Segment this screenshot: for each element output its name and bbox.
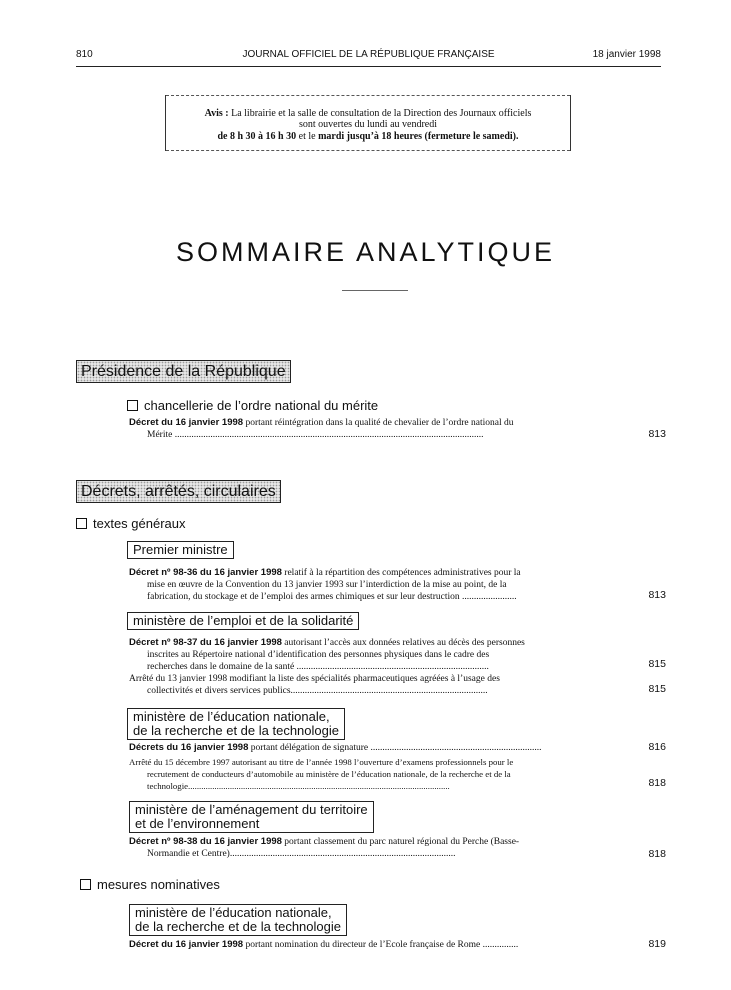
list-item: Arrêté du 15 décembre 1997 autorisant au titre de l’année 1998 l’ouverture d’examens professionnels pour le recrutement de conducteurs d’automobile au ministère de l’éducation nationale, de la recherche et de la technologie.......................................................................................................................	[129, 757, 514, 791]
journal-title: JOURNAL OFFICIEL DE LA RÉPUBLIQUE FRANÇAISE	[242, 49, 495, 60]
category-mesures-nominatives: mesures nominatives	[80, 877, 220, 892]
ministry-education-nationale-nominatives: ministère de l’éducation nationale, de la recherche et de la technologie	[129, 904, 347, 936]
page-title: SOMMAIRE ANALYTIQUE	[175, 237, 556, 267]
list-item: Décret du 16 janvier 1998 portant nomination du directeur de l’Ecole française de Rome ...............	[129, 939, 519, 950]
checkbox-icon	[76, 518, 87, 529]
ministry-emploi-solidarite: ministère de l’emploi et de la solidarité	[127, 612, 359, 630]
checkbox-icon	[80, 879, 91, 890]
list-item: Décrets du 16 janvier 1998 portant délégation de signature ........................................................................	[129, 742, 542, 753]
list-item: Décret nº 98-37 du 16 janvier 1998 autorisant l’accès aux données relatives au décès des personnes inscrites au Répertoire national d’identification des personnes physiques dans le cadre des recherches dans le domaine de la santé .................................................................................	[129, 637, 525, 672]
subcategory-chancellerie: chancellerie de l’ordre national du mérite	[127, 398, 378, 413]
ministry-education-nationale: ministère de l’éducation nationale, de la recherche et de la technologie	[127, 708, 345, 740]
header-rule	[76, 66, 661, 67]
notice-bottom-rule	[166, 150, 570, 151]
page-ref: 819	[648, 938, 666, 950]
ministry-premier-ministre: Premier ministre	[127, 541, 234, 559]
page-ref: 818	[648, 848, 666, 860]
issue-date: 18 janvier 1998	[592, 49, 661, 60]
checkbox-icon	[127, 400, 138, 411]
list-item: Décret nº 98-38 du 16 janvier 1998 portant classement du parc naturel régional du Perche (Basse- Normandie et Centre)...............................................................................................	[129, 836, 520, 859]
notice-line-1: Avis : La librairie et la salle de consultation de la Direction des Journaux officiels	[204, 108, 532, 119]
page-header	[76, 49, 661, 65]
notice-line-3: de 8 h 30 à 16 h 30 et le mardi jusqu’à 18 heures (fermeture le samedi).	[217, 131, 519, 142]
page-ref: 815	[648, 683, 666, 695]
page-ref: 815	[648, 658, 666, 670]
notice-top-rule	[166, 95, 570, 96]
section-banner-presidence: Présidence de la République	[76, 360, 291, 383]
ministry-amenagement-territoire: ministère de l’aménagement du territoire et de l’environnement	[129, 801, 374, 833]
section-banner-decrets: Décrets, arrêtés, circulaires	[76, 480, 281, 503]
list-item: Décret nº 98-36 du 16 janvier 1998 relatif à la répartition des compétences administratives pour la mise en œuvre de la Convention du 13 janvier 1993 sur l’interdiction de la mise au point, de la fabrication, du stockage et de l’emploi des armes chimiques et sur leur destruction .......................	[129, 567, 521, 602]
page-ref: 818	[648, 777, 666, 789]
notice-box	[165, 95, 571, 151]
page-ref: 816	[648, 741, 666, 753]
list-item: Décret du 16 janvier 1998 portant réintégration dans la qualité de chevalier de l’ordre national du Mérite ..................................................................................................................................	[129, 417, 514, 440]
title-rule	[342, 290, 408, 291]
page-number: 810	[76, 49, 93, 60]
list-item: Arrêté du 13 janvier 1998 modifiant la liste des spécialités pharmaceutiques agréées à l’usage des collectivités et divers services publics...................................................................................	[129, 674, 500, 696]
category-textes-generaux: textes généraux	[76, 516, 186, 531]
page-ref: 813	[648, 589, 666, 601]
notice-line-2: sont ouvertes du lundi au vendredi	[298, 119, 438, 130]
page-ref: 813	[648, 428, 666, 440]
